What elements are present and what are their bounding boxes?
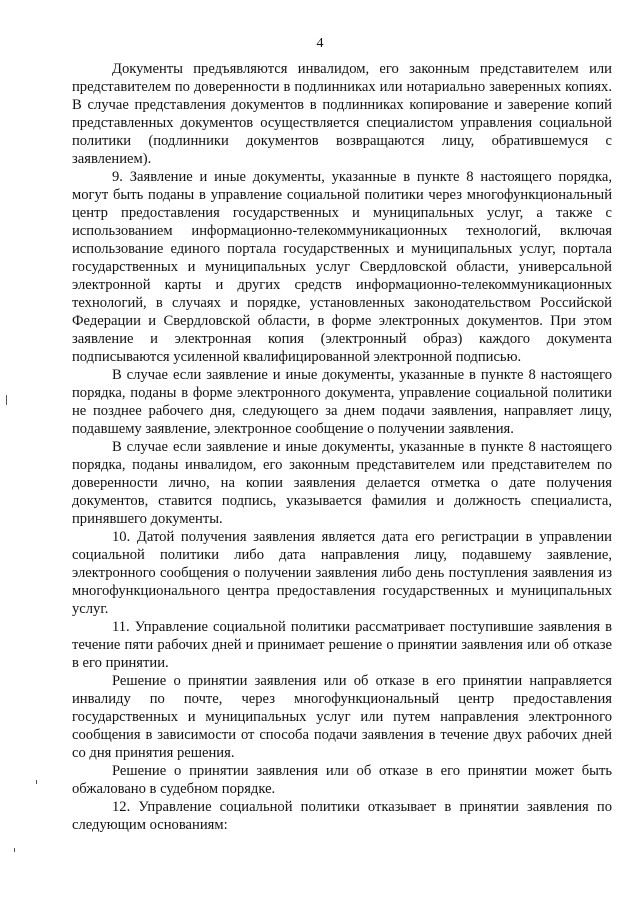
- paragraph: 9. Заявление и иные документы, указанные в пункте 8 настоящего порядка, могут быть поданы в управление социальной политики через многофункциональный центр предоставления государственных и муниципальных услуг, а также с использованием информационно-телекоммуникационных технологий, включая использование единого портала государственных и муниципальных услуг, портала государственных и муниципальных услуг Свердловской области, универсальной электронной карты и других средств информационно-телекоммуникационных технологий, в случаях и порядке, установленных законодательством Российской Федерации и Свердловской области, в форме электронных документов. При этом заявление и электронная копия (электронный образ) каждого документа подписываются усиленной квалифицированной электронной подписью.: [72, 169, 612, 365]
- scan-mark: [36, 780, 37, 784]
- paragraph: Документы предъявляются инвалидом, его законным представителем или представителем по доверенности в подлинниках или нотариально заверенных копиях. В случае представления документов в подлинниках копирование и заверение копий представленных документов осуществляется специалистом управления социальной политики (подлинники документов возвращаются лицу, обратившемуся с заявлением).: [72, 61, 612, 167]
- paragraph: Решение о принятии заявления или об отказе в его принятии может быть обжаловано в судебном порядке.: [72, 763, 612, 797]
- page-number: 4: [316, 36, 324, 51]
- paragraph: 10. Датой получения заявления является дата его регистрации в управлении социальной политики либо дата направления лицу, подавшему заявление, электронного сообщения о получении заявления либо день поступления заявления из многофункционального центра предоставления государственных и муниципальных услуг.: [72, 529, 612, 617]
- paragraph: 12. Управление социальной политики отказывает в принятии заявления по следующим основаниям:: [72, 799, 612, 833]
- paragraph: В случае если заявление и иные документы, указанные в пункте 8 настоящего порядка, поданы в форме электронного документа, управление социальной политики не позднее рабочего дня, следующего за днем подачи заявления, направляет лицу, подавшему заявление, электронное сообщение о получении заявления.: [72, 367, 612, 437]
- scan-mark: [6, 395, 7, 405]
- paragraph: В случае если заявление и иные документы, указанные в пункте 8 настоящего порядка, поданы инвалидом, его законным представителем или представителем по доверенности лично, на копии заявления делается отметка о дате получения документов, ставится подпись, указывается фамилия и должность специалиста, принявшего документы.: [72, 439, 612, 527]
- paragraph: 11. Управление социальной политики рассматривает поступившие заявления в течение пяти рабочих дней и принимает решение о принятии заявления или об отказе в его принятии.: [72, 619, 612, 671]
- document-body: [72, 60, 612, 834]
- paragraph: Решение о принятии заявления или об отказе в его принятии направляется инвалиду по почте, через многофункциональный центр предоставления государственных и муниципальных услуг или путем направления электронного сообщения в зависимости от способа подачи заявления в течение двух рабочих дней со дня принятия решения.: [72, 673, 612, 761]
- scan-mark: [14, 848, 15, 852]
